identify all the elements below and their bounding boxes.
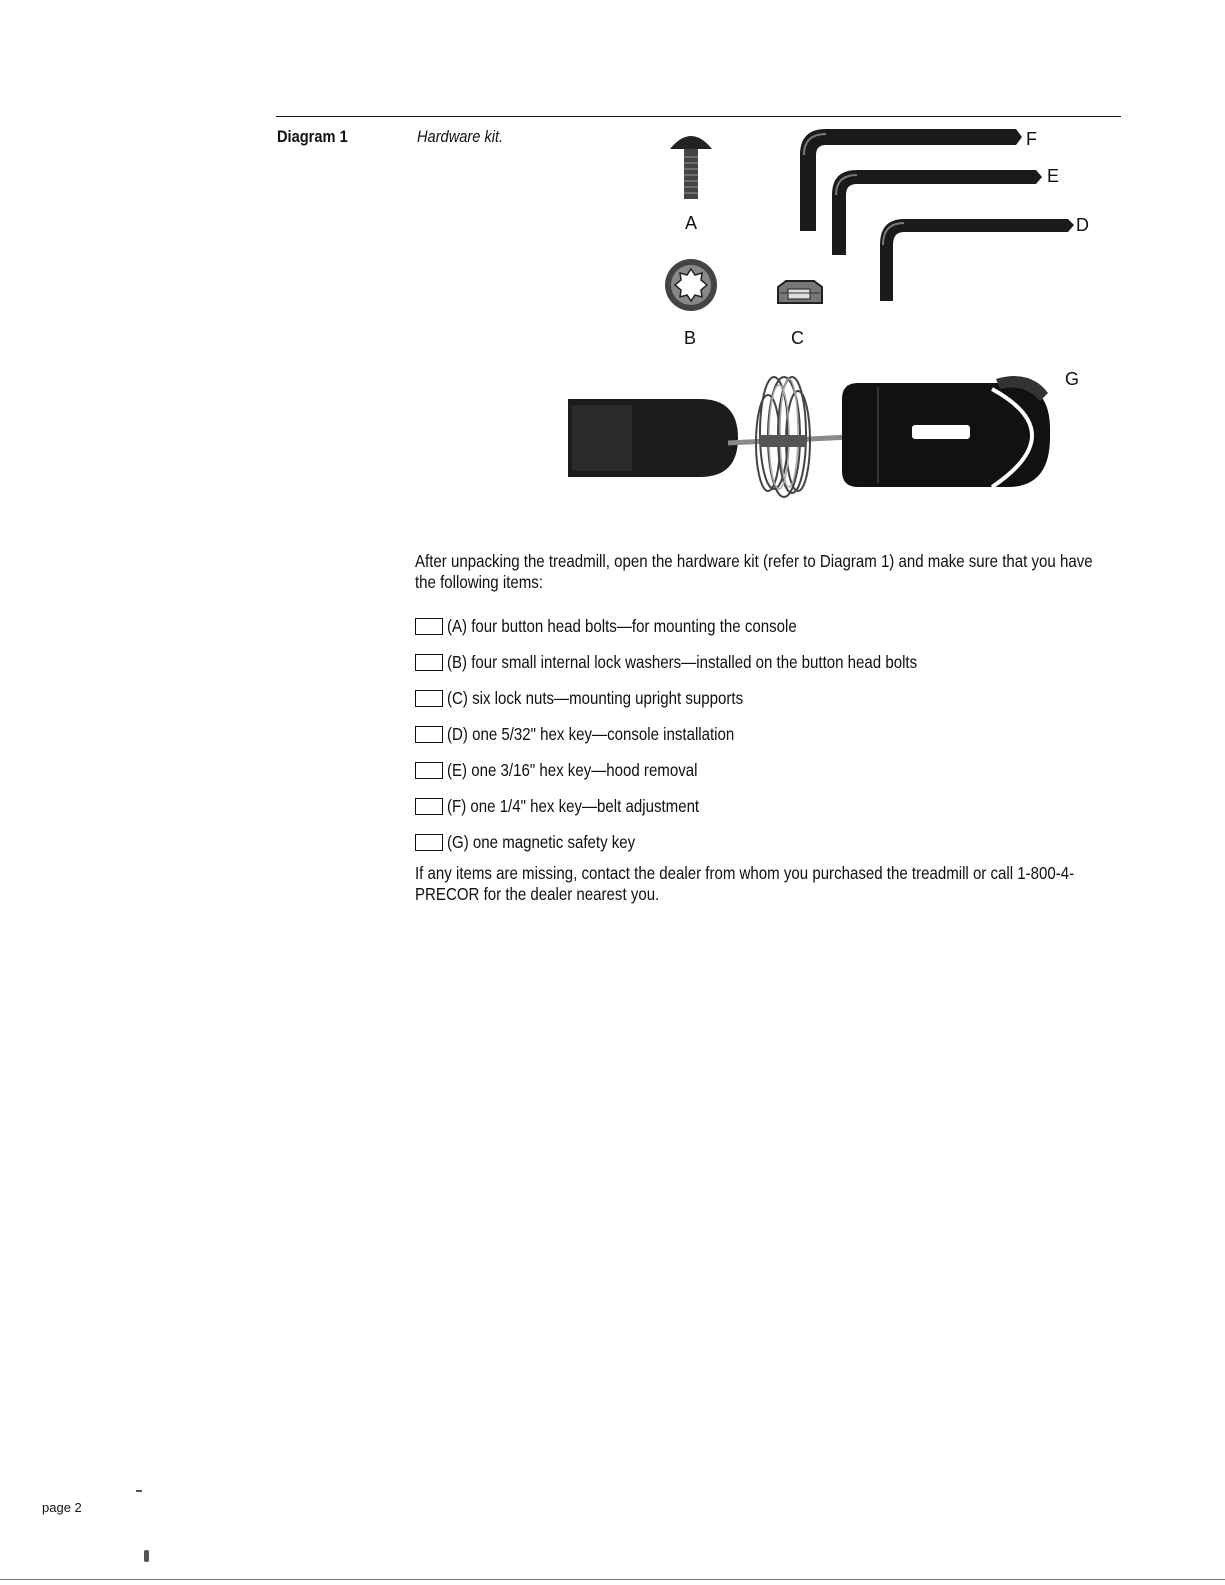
checklist-item-g — [415, 824, 994, 860]
hex-key-three-sixteenths-icon — [832, 170, 1042, 255]
part-letter-e: E — [1047, 166, 1060, 186]
button-head-bolt-icon — [670, 136, 712, 199]
header-rule — [276, 116, 1121, 117]
checklist-item-a — [415, 608, 994, 644]
checklist-item-label: (C) six lock nuts—mounting upright supports — [447, 687, 744, 708]
part-letter-f: F — [1026, 129, 1037, 149]
checkbox-c[interactable] — [415, 690, 443, 707]
magnetic-safety-key-icon — [568, 376, 1050, 497]
hex-key-five-thirtyseconds-icon — [880, 219, 1074, 301]
lock-washer-icon — [665, 259, 717, 311]
checklist-item-e — [415, 752, 994, 788]
checkbox-e[interactable] — [415, 762, 443, 779]
checkbox-f[interactable] — [415, 798, 443, 815]
checklist-item-label: (G) one magnetic safety key — [447, 831, 636, 852]
scan-edge-line — [0, 1579, 1225, 1580]
checklist-item-label: (A) four button head bolts—for mounting the console — [447, 615, 797, 636]
scan-mark — [144, 1550, 149, 1562]
checkbox-g[interactable] — [415, 834, 443, 851]
checklist-item-label: (F) one 1/4" hex key—belt adjustment — [447, 795, 700, 816]
checklist-item-b — [415, 644, 994, 680]
checkbox-d[interactable] — [415, 726, 443, 743]
diagram-label: Diagram 1 — [277, 127, 348, 146]
checkbox-b[interactable] — [415, 654, 443, 671]
page-number: page 2 — [42, 1500, 82, 1515]
checklist-item-f — [415, 788, 994, 824]
part-letter-b: B — [684, 328, 697, 348]
diagram-caption: Hardware kit. — [417, 127, 504, 146]
missing-items-paragraph: If any items are missing, contact the dealer from whom you purchased the treadmill or call 1-800-4-PRECOR for the dealer nearest you. — [415, 863, 1075, 904]
part-letter-c: C — [791, 328, 804, 348]
hardware-checklist — [415, 608, 994, 860]
checkbox-a[interactable] — [415, 618, 443, 635]
checklist-item-label: (E) one 3/16" hex key—hood removal — [447, 759, 698, 780]
part-letter-g: G — [1065, 369, 1080, 389]
part-letter-d: D — [1076, 215, 1089, 235]
checklist-item-c — [415, 680, 994, 716]
part-letter-a: A — [685, 213, 698, 233]
checklist-item-label: (B) four small internal lock washers—installed on the button head bolts — [447, 651, 918, 672]
hardware-kit-illustration — [560, 125, 1120, 525]
checklist-item-label: (D) one 5/32" hex key—console installation — [447, 723, 735, 744]
checklist-item-d — [415, 716, 994, 752]
scan-mark — [136, 1490, 142, 1492]
intro-paragraph: After unpacking the treadmill, open the hardware kit (refer to Diagram 1) and make sure that you have the following items: — [415, 551, 1093, 592]
lock-nut-icon — [778, 281, 822, 303]
